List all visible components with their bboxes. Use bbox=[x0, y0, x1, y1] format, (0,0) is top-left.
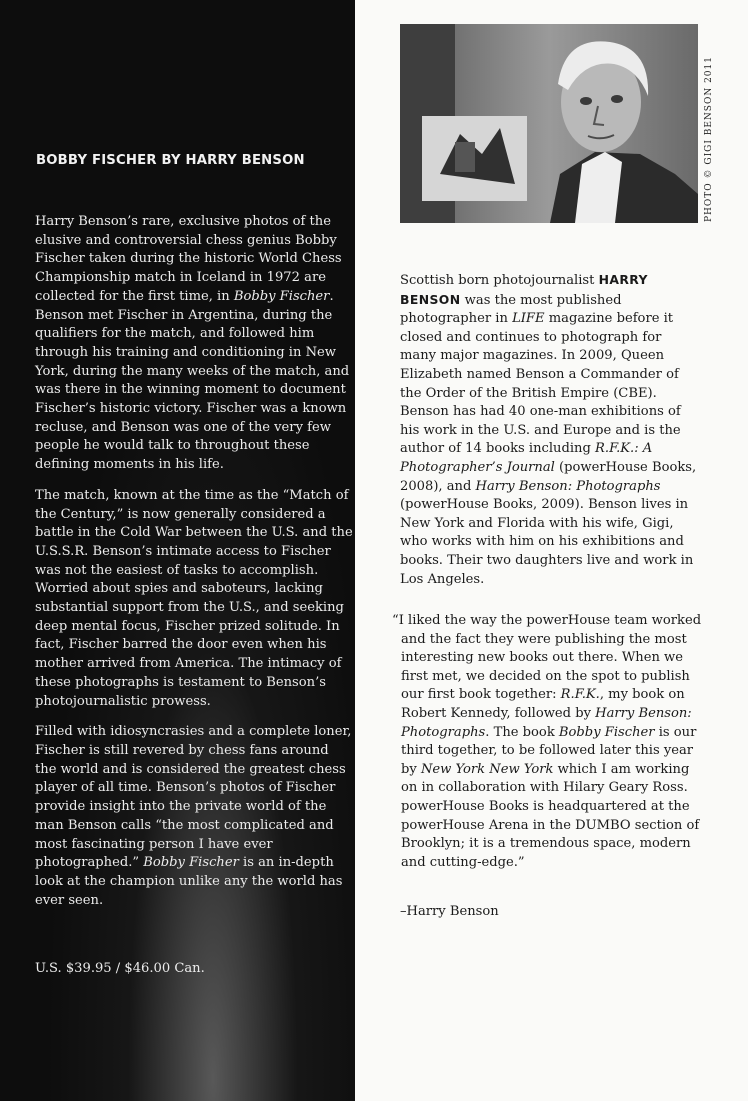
author-bio: Scottish born photojournalist HARRY BENSON was the most published photographer in LIFE magazine before it closed and continues to photograph for many major magazines. In 2009, Queen Elizabeth named Benson a Commander of the Order of the British Empire (CBE). Benson has had 40 one-man exhibitions of his work in the U.S. and Europe and is the author of 14 books including R.F.K.: A Photographer’s Journal (powerHouse Books, 2008), and Harry Benson: Photographs (powerHouse Books, 2009). Benson lives in New York and Florida with his wife, Gigi, who works with him on his exhibitions and books. Their two daughters live and work in Los Angeles. bbox=[400, 272, 697, 587]
quote-signature: –Harry Benson bbox=[400, 904, 499, 919]
description-paragraph-1: Harry Benson’s rare, exclusive photos of the elusive and controversial chess genius Bobby Fischer taken during the historic World Chess Championship match in Iceland in 1972 are collected for the first time, in Bobby Fischer. Benson met Fischer in Argentina, during the qualifiers for the match, and followed him through his training and conditioning in New York, during the many weeks of the match, and was there in the winning moment to document Fischer’s historic victory. Fischer was a known recluse, and Benson was one of the very few people he would talk to throughout these defining moments in his life. bbox=[35, 214, 350, 473]
description-paragraph-3: Filled with idiosyncrasies and a complete loner, Fischer is still revered by chess fans around the world and is considered the greatest chess player of all time. Benson’s photos of Fischer provide insight into the private world of the man Benson calls “the most complicated and most fascinating person I have ever photographed.” Bobby Fischer is an in-depth look at the champion unlike any the world has ever seen. bbox=[35, 724, 352, 908]
author-name: HARRY BENSON bbox=[400, 272, 648, 307]
description-column bbox=[35, 213, 353, 922]
author-portrait-photo bbox=[400, 24, 698, 223]
portrait-illustration bbox=[400, 24, 698, 223]
author-quote: “I liked the way the powerHouse team worked and the fact they were publishing the most interesting new books out there. When we first met, we decided on the spot to publish our first book together: R.F.K., my book on Robert Kennedy, followed by Harry Benson: Photographs. The book Bobby Fischer is our third together, to be followed later this year by New York New York which I am working on in collaboration with Hilary Geary Ross. powerHouse Books is headquartered at the powerHouse Arena in the DUMBO section of Brooklyn; it is a tremendous space, modern and cutting-edge.” bbox=[392, 613, 702, 870]
description-paragraph-2: The match, known at the time as the “Match of the Century,” is now generally considered a battle in the Cold War between the U.S. and the U.S.S.R. Benson’s intimate access to Fischer was not the easiest of tasks to accomplish. Worried about spies and saboteurs, lacking substantial support from the U.S., and seeking deep mental focus, Fischer prized solitude. In fact, Fischer barred the door even when his mother arrived from America. The intimacy of these photographs is testament to Benson’s photojournalistic prowess. bbox=[35, 487, 353, 709]
price: U.S. $39.95 / $46.00 Can. bbox=[35, 961, 205, 976]
page-title: BOBBY FISCHER BY HARRY BENSON bbox=[36, 153, 305, 168]
photo-credit: PHOTO © GIGI BENSON 2011 bbox=[704, 56, 714, 222]
